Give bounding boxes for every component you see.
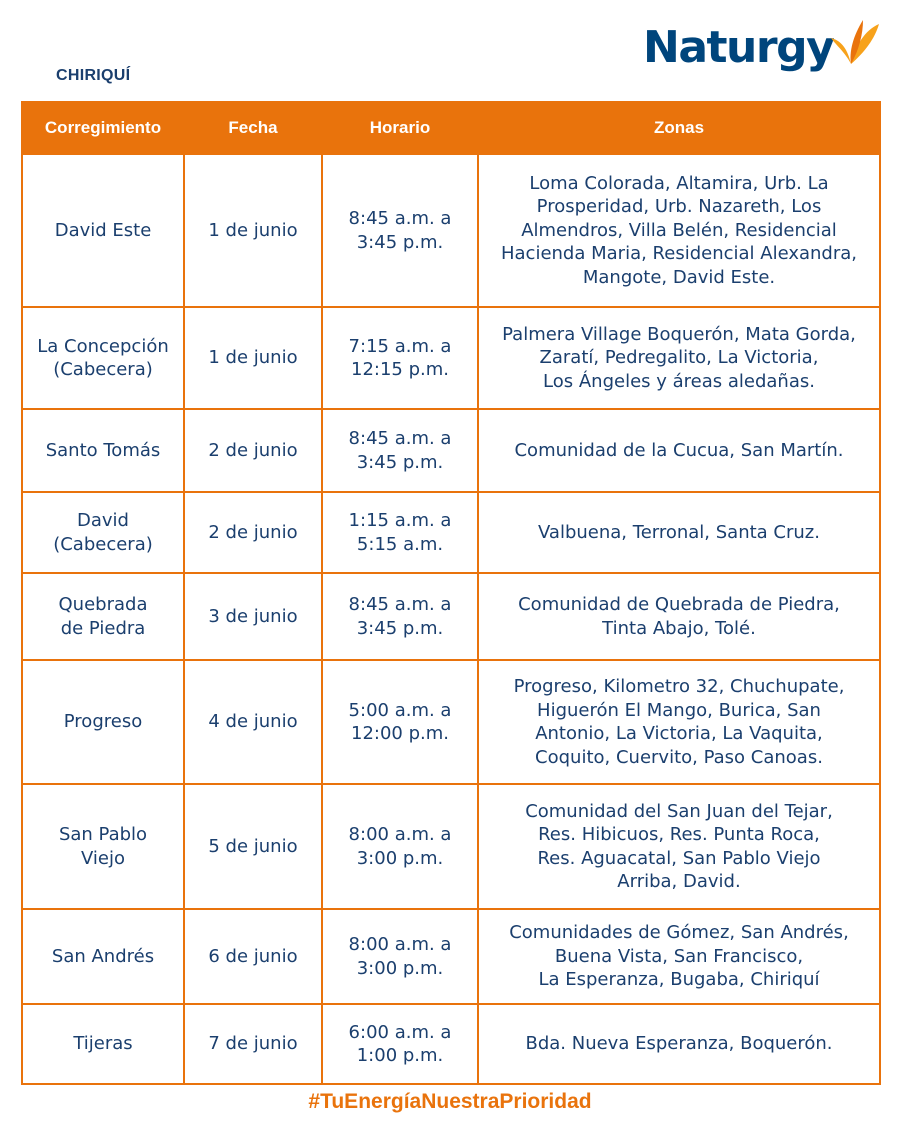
cell-corregimiento: David Este	[22, 154, 184, 307]
cell-corregimiento: Progreso	[22, 660, 184, 784]
cell-zonas: Valbuena, Terronal, Santa Cruz.	[478, 492, 880, 573]
column-header-corregimiento: Corregimiento	[22, 102, 184, 154]
cell-fecha: 6 de junio	[184, 909, 322, 1004]
table-row	[22, 307, 880, 409]
table-row	[22, 784, 880, 909]
cell-fecha: 1 de junio	[184, 307, 322, 409]
cell-fecha: 3 de junio	[184, 573, 322, 660]
table-row	[22, 909, 880, 1004]
table-row	[22, 492, 880, 573]
cell-corregimiento: Tijeras	[22, 1004, 184, 1084]
naturgy-logo	[643, 18, 883, 84]
logo-text: Naturgy	[643, 22, 834, 73]
region-title: CHIRIQUÍ	[56, 67, 131, 84]
cell-horario: 8:45 a.m. a 3:45 p.m.	[322, 154, 478, 307]
column-header-fecha: Fecha	[184, 102, 322, 154]
cell-horario: 8:00 a.m. a 3:00 p.m.	[322, 784, 478, 909]
butterfly-icon	[829, 18, 881, 66]
cell-fecha: 4 de junio	[184, 660, 322, 784]
cell-zonas: Comunidad de Quebrada de Piedra, Tinta Abajo, Tolé.	[478, 573, 880, 660]
cell-corregimiento: Santo Tomás	[22, 409, 184, 492]
cell-corregimiento: Quebrada de Piedra	[22, 573, 184, 660]
cell-fecha: 2 de junio	[184, 409, 322, 492]
cell-fecha: 5 de junio	[184, 784, 322, 909]
cell-zonas: Bda. Nueva Esperanza, Boquerón.	[478, 1004, 880, 1084]
column-header-zonas: Zonas	[478, 102, 880, 154]
cell-corregimiento: San Andrés	[22, 909, 184, 1004]
table-row	[22, 154, 880, 307]
cell-horario: 6:00 a.m. a 1:00 p.m.	[322, 1004, 478, 1084]
cell-zonas: Comunidades de Gómez, San Andrés, Buena Vista, San Francisco, La Esperanza, Bugaba, Chiriquí	[478, 909, 880, 1004]
schedule-table	[21, 101, 881, 1085]
cell-horario: 8:45 a.m. a 3:45 p.m.	[322, 409, 478, 492]
hashtag-footer: #TuEnergíaNuestraPrioridad	[308, 1090, 592, 1113]
cell-fecha: 7 de junio	[184, 1004, 322, 1084]
cell-corregimiento: San Pablo Viejo	[22, 784, 184, 909]
cell-corregimiento: David (Cabecera)	[22, 492, 184, 573]
cell-fecha: 1 de junio	[184, 154, 322, 307]
table-row	[22, 409, 880, 492]
column-header-horario: Horario	[322, 102, 478, 154]
cell-fecha: 2 de junio	[184, 492, 322, 573]
cell-horario: 8:00 a.m. a 3:00 p.m.	[322, 909, 478, 1004]
table-row	[22, 1004, 880, 1084]
cell-corregimiento: La Concepción (Cabecera)	[22, 307, 184, 409]
cell-zonas: Palmera Village Boquerón, Mata Gorda, Zaratí, Pedregalito, La Victoria, Los Ángeles y áreas aledañas.	[478, 307, 880, 409]
cell-horario: 8:45 a.m. a 3:45 p.m.	[322, 573, 478, 660]
cell-zonas: Comunidad de la Cucua, San Martín.	[478, 409, 880, 492]
table-header-row	[22, 102, 880, 154]
cell-zonas: Progreso, Kilometro 32, Chuchupate, Higuerón El Mango, Burica, San Antonio, La Victoria, La Vaquita, Coquito, Cuervito, Paso Canoas.	[478, 660, 880, 784]
cell-horario: 7:15 a.m. a 12:15 p.m.	[322, 307, 478, 409]
table-row	[22, 573, 880, 660]
cell-horario: 1:15 a.m. a 5:15 a.m.	[322, 492, 478, 573]
cell-zonas: Loma Colorada, Altamira, Urb. La Prosperidad, Urb. Nazareth, Los Almendros, Villa Belén, Residencial Hacienda Maria, Residencial Alexandra, Mangote, David Este.	[478, 154, 880, 307]
cell-horario: 5:00 a.m. a 12:00 p.m.	[322, 660, 478, 784]
cell-zonas: Comunidad del San Juan del Tejar, Res. Hibicuos, Res. Punta Roca, Res. Aguacatal, San Pablo Viejo Arriba, David.	[478, 784, 880, 909]
table-row	[22, 660, 880, 784]
